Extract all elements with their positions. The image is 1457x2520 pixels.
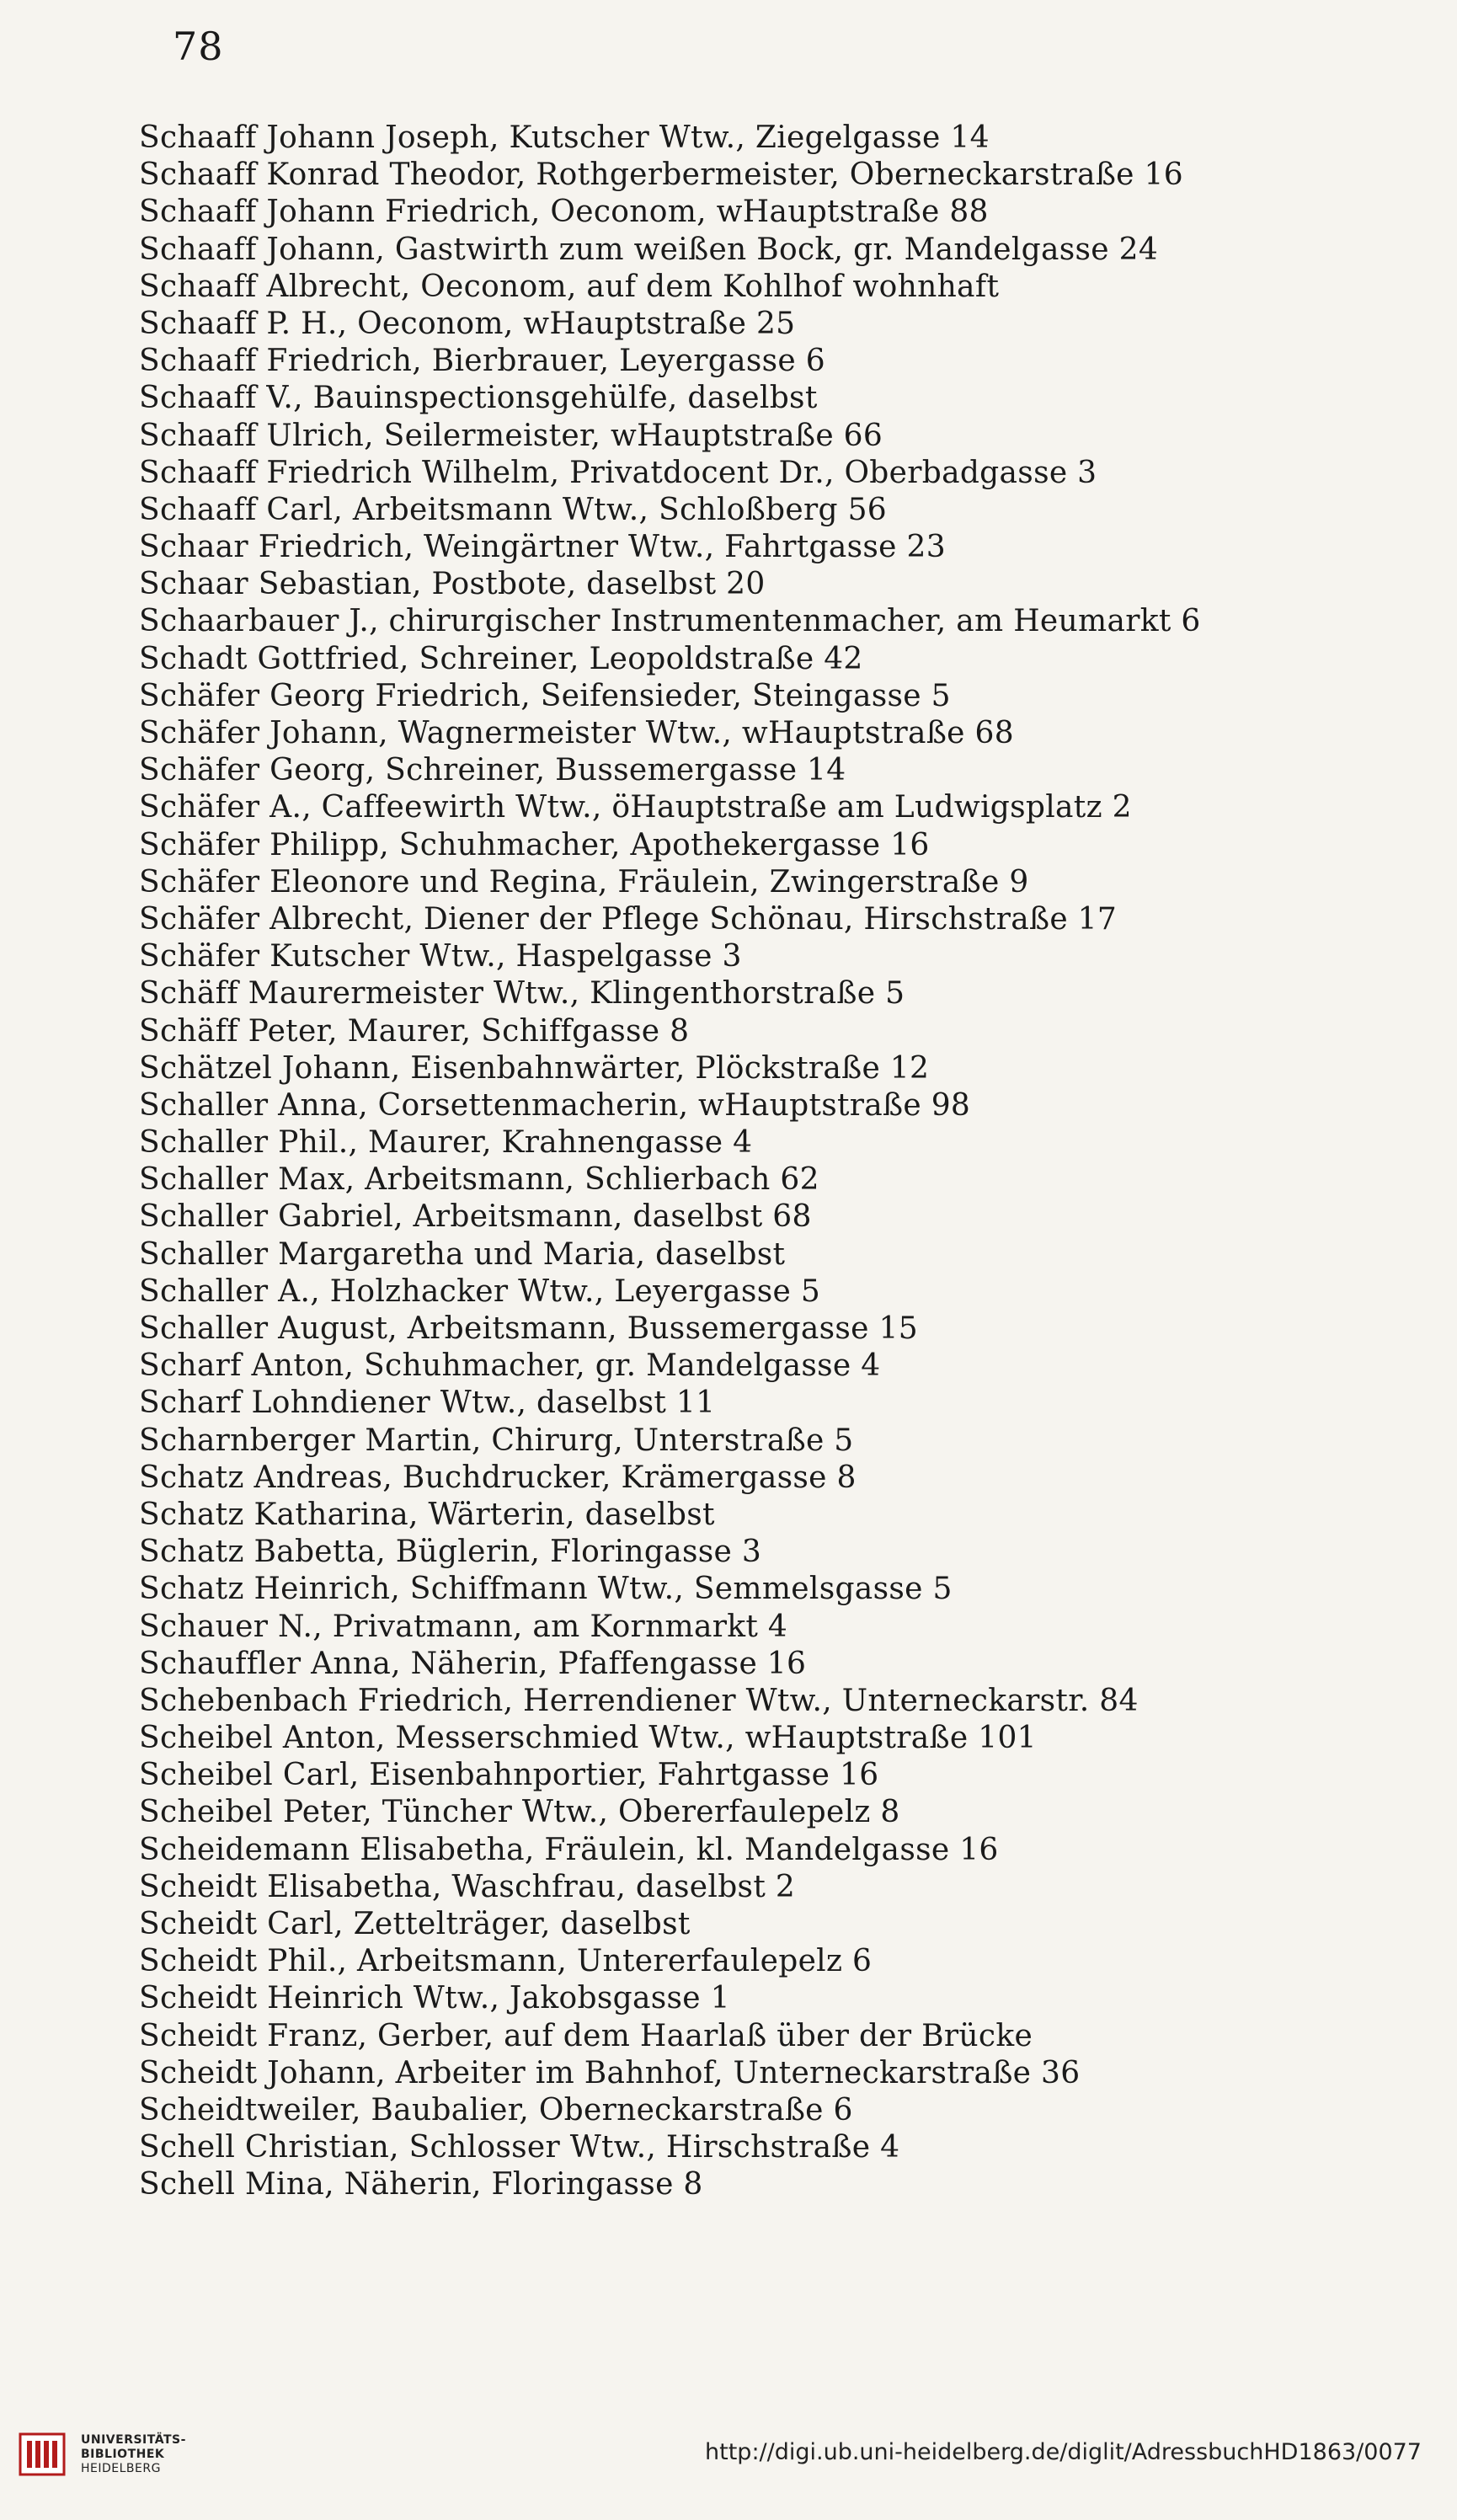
address-entry: Schadt Gottfried, Schreiner, Leopoldstraße 42: [139, 641, 863, 676]
address-entry: Schaaff P. H., Oeconom, wHauptstraße 25: [139, 306, 796, 341]
address-entry: Schäfer Albrecht, Diener der Pflege Schönau, Hirschstraße 17: [139, 901, 1118, 937]
address-entry: Schäfer Johann, Wagnermeister Wtw., wHauptstraße 68: [139, 716, 1014, 750]
address-entry: Schaller Anna, Corsettenmacherin, wHauptstraße 98: [139, 1087, 971, 1123]
address-entry: Schell Christian, Schlosser Wtw., Hirschstraße 4: [139, 2130, 900, 2165]
address-entry: Scharnberger Martin, Chirurg, Unterstraße 5: [139, 1423, 854, 1458]
address-entry: Scheidt Elisabetha, Waschfrau, daselbst 2: [139, 1869, 796, 1904]
address-entry: Schaaff Carl, Arbeitsmann Wtw., Schloßberg 56: [139, 492, 888, 527]
address-entry: Schäfer A., Caffeewirth Wtw., öHauptstraße am Ludwigsplatz 2: [139, 790, 1132, 825]
library-logo-text: [81, 2433, 186, 2476]
footer: [0, 2409, 1457, 2520]
address-entry: Schaaff Johann, Gastwirth zum weißen Bock, gr. Mandelgasse 24: [139, 232, 1159, 267]
address-entry: Schaller August, Arbeitsmann, Bussemergasse 15: [139, 1311, 918, 1346]
logo-line-2: BIBLIOTHEK: [81, 2447, 165, 2461]
address-entry: Schäff Maurermeister Wtw., Klingenthorstraße 5: [139, 976, 905, 1012]
address-entry: Schauffler Anna, Näherin, Pfaffengasse 16: [139, 1646, 807, 1681]
logo-line-3: HEIDELBERG: [81, 2461, 161, 2475]
address-entry: Scheibel Anton, Messerschmied Wtw., wHauptstraße 101: [139, 1721, 1037, 1756]
address-entry: Scharf Lohndiener Wtw., daselbst 11: [139, 1385, 716, 1421]
address-entry: Schaller A., Holzhacker Wtw., Leyergasse 5: [139, 1273, 821, 1309]
address-entry: Schaaff Albrecht, Oeconom, auf dem Kohlhof wohnhaft: [139, 269, 1000, 304]
library-logo: [15, 2427, 186, 2481]
address-entry: Schatz Heinrich, Schiffmann Wtw., Semmelsgasse 5: [139, 1572, 953, 1607]
logo-line-1: UNIVERSITÄTS-: [81, 2432, 186, 2447]
address-entry: Schäfer Eleonore und Regina, Fräulein, Zwingerstraße 9: [139, 864, 1029, 900]
address-entry: Scharf Anton, Schuhmacher, gr. Mandelgasse 4: [139, 1348, 881, 1384]
address-entry: Scheidtweiler, Baubalier, Oberneckarstraße 6: [139, 2092, 853, 2128]
address-entry: Schäfer Georg, Schreiner, Bussemergasse 14: [139, 753, 846, 788]
page-number: 78: [173, 24, 224, 69]
address-entry: Schaar Sebastian, Postbote, daselbst 20: [139, 567, 766, 602]
address-entry: Scheidt Carl, Zettelträger, daselbst: [139, 1907, 691, 1941]
address-entry: Schatz Babetta, Büglerin, Floringasse 3: [139, 1535, 762, 1570]
address-entry: Scheibel Carl, Eisenbahnportier, Fahrtgasse 16: [139, 1758, 879, 1793]
address-entry: Scheidt Franz, Gerber, auf dem Haarlaß über der Brücke: [139, 2018, 1033, 2053]
address-entry: Schatz Andreas, Buchdrucker, Krämergasse 8: [139, 1460, 857, 1495]
address-entry: Schebenbach Friedrich, Herrendiener Wtw., Unterneckarstr. 84: [139, 1683, 1139, 1718]
address-entry: Schäff Peter, Maurer, Schiffgasse 8: [139, 1013, 690, 1049]
address-entry: Schaar Friedrich, Weingärtner Wtw., Fahrtgasse 23: [139, 530, 946, 565]
address-entry: Schatz Katharina, Wärterin, daselbst: [139, 1497, 715, 1532]
address-entry: Scheidt Johann, Arbeiter im Bahnhof, Unterneckarstraße 36: [139, 2055, 1081, 2090]
address-entry-list: [139, 120, 1352, 2204]
address-entry: Schaller Gabriel, Arbeitsmann, daselbst 68: [139, 1199, 812, 1235]
address-entry: Schäfer Philipp, Schuhmacher, Apothekergasse 16: [139, 827, 930, 862]
address-entry: Schaaff Johann Joseph, Kutscher Wtw., Ziegelgasse 14: [139, 120, 990, 155]
address-entry: Schaaff Konrad Theodor, Rothgerbermeister, Oberneckarstraße 16: [139, 158, 1183, 193]
address-entry: Schaaff Friedrich, Bierbrauer, Leyergasse 6: [139, 344, 825, 379]
address-entry: Schaller Max, Arbeitsmann, Schlierbach 62: [139, 1162, 819, 1198]
address-entry: Schätzel Johann, Eisenbahnwärter, Plöckstraße 12: [139, 1050, 930, 1086]
address-entry: Schaaff V., Bauinspectionsgehülfe, daselbst: [139, 381, 818, 416]
address-entry: Scheidt Phil., Arbeitsmann, Untererfaulepelz 6: [139, 1944, 873, 1979]
address-entry: Schaarbauer J., chirurgischer Instrumentenmacher, am Heumarkt 6: [139, 604, 1201, 639]
address-entry: Schauer N., Privatmann, am Kornmarkt 4: [139, 1609, 788, 1644]
address-entry: Scheidt Heinrich Wtw., Jakobsgasse 1: [139, 1981, 730, 2016]
address-entry: Schaaff Johann Friedrich, Oeconom, wHauptstraße 88: [139, 195, 989, 230]
address-entry: Schaaff Ulrich, Seilermeister, wHauptstraße 66: [139, 418, 883, 453]
address-entry: Scheidemann Elisabetha, Fräulein, kl. Mandelgasse 16: [139, 1832, 999, 1867]
source-url-link[interactable]: http://digi.ub.uni-heidelberg.de/diglit/AdressbuchHD1863/0077: [705, 2439, 1422, 2465]
address-entry: Schäfer Kutscher Wtw., Haspelgasse 3: [139, 939, 742, 974]
address-entry: Scheibel Peter, Tüncher Wtw., Obererfaulepelz 8: [139, 1795, 900, 1830]
library-logo-icon: [15, 2427, 69, 2481]
address-entry: Schaaff Friedrich Wilhelm, Privatdocent Dr., Oberbadgasse 3: [139, 455, 1097, 490]
address-entry: Schaller Margaretha und Maria, daselbst: [139, 1236, 786, 1272]
address-entry: Schaller Phil., Maurer, Krahnengasse 4: [139, 1125, 753, 1161]
address-entry: Schäfer Georg Friedrich, Seifensieder, Steingasse 5: [139, 678, 951, 713]
address-entry: Schell Mina, Näherin, Floringasse 8: [139, 2167, 703, 2202]
